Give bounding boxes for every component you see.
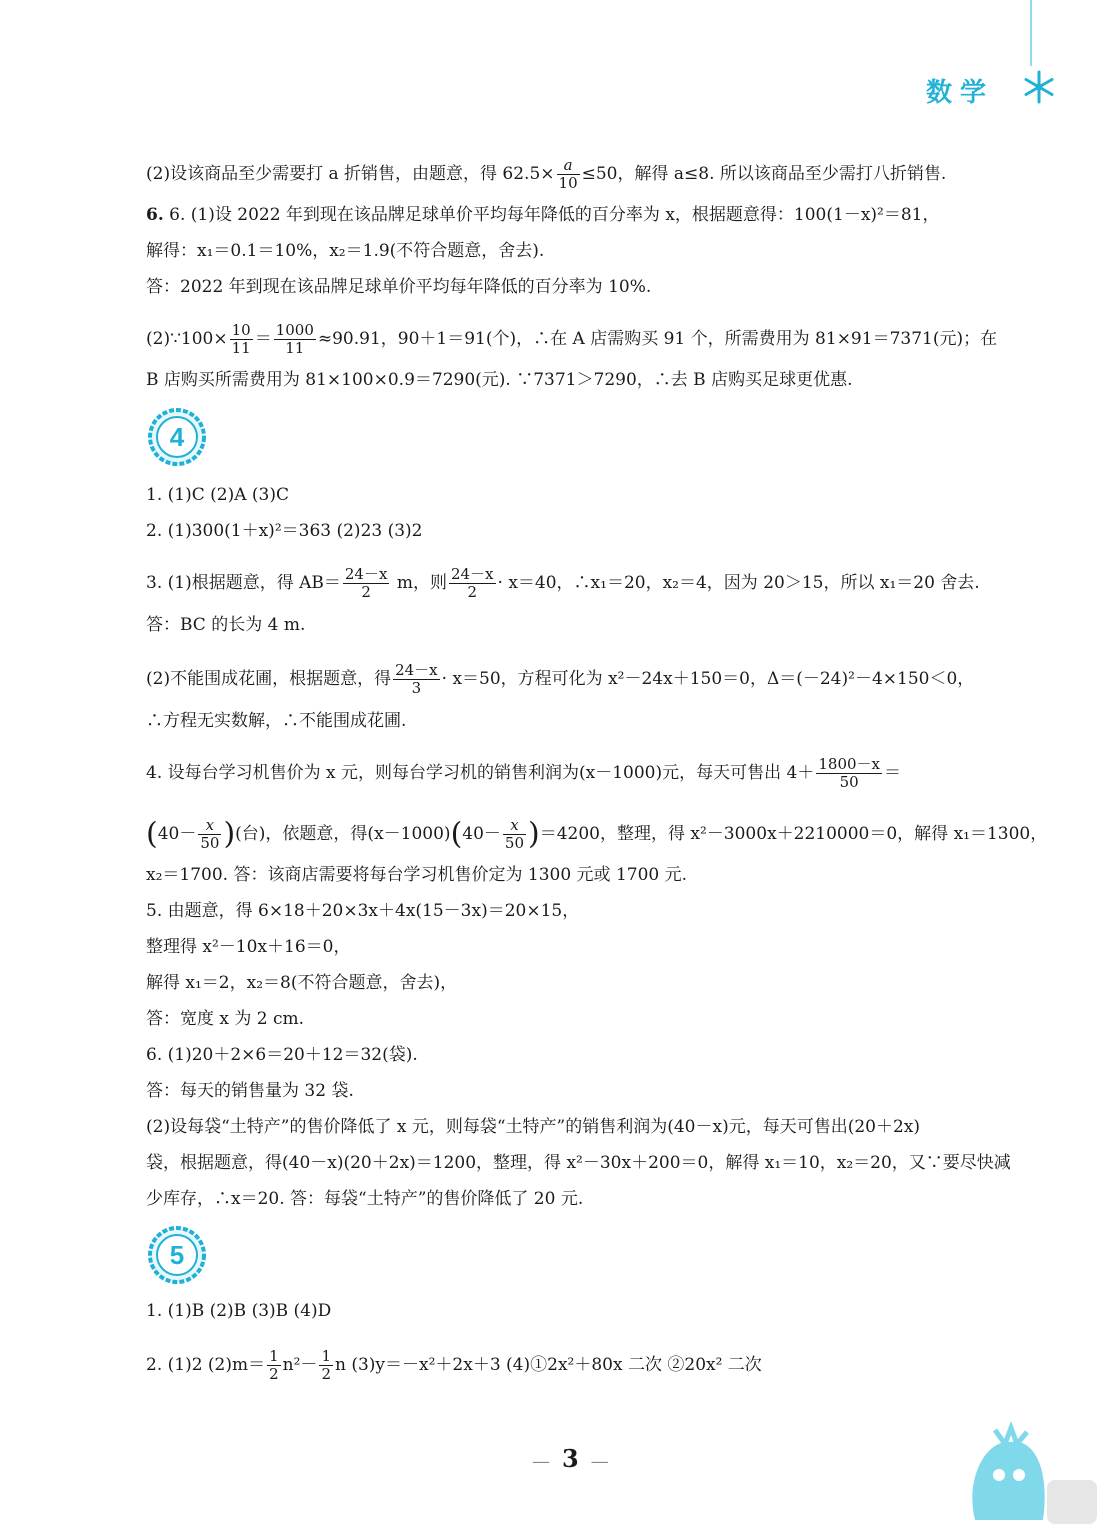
svg-text:4: 4 [169, 422, 185, 452]
answer-line: 答：宽度 x 为 2 cm. [146, 1009, 305, 1029]
section-badge [148, 1226, 206, 1284]
answer-line: 2. (1)2 (2)m＝ $\frac{1}{2}$ n²－ $\frac{1}{2}$ n (3)y＝－x²＋2x＋3 (4)①2x²＋80x 二次 ②20x² 二次 [146, 1347, 762, 1383]
fraction: $\frac{10}{11}$ [231, 321, 251, 357]
answer-line: (40－ $\frac{x}{50}$ )(台)，依题意，得(x－1000)(40－ $\frac{x}{50}$ )＝4200，整理，得 x²－3000x＋2210000＝0，解得 x₁＝1300， [146, 816, 1048, 852]
answer-line: 袋，根据题意，得(40－x)(20＋2x)＝1200，整理，得 x²－30x＋200＝0，解得 x₁＝10，x₂＝20，又∵要尽快减 [146, 1153, 1011, 1173]
corner-mascot-icon [955, 1420, 1105, 1530]
fraction: $\frac{x}{50}$ [200, 816, 220, 852]
answer-line: 2. (1)300(1＋x)²＝363 (2)23 (3)2 [146, 521, 423, 541]
answer-line: (2)设每袋“土特产”的售价降低了 x 元，则每袋“土特产”的销售利润为(40－x)元，每天可售出(20＋2x) [146, 1117, 921, 1137]
answer-line: (2)不能围成花圃，根据题意，得 $\frac{24-x}{3}$ · x＝50，方程可化为 x²－24x＋150＝0，Δ＝(－24)²－4×150＜0， [146, 661, 975, 697]
fraction: $\frac{1}{2}$ [321, 1347, 331, 1383]
fraction: $\frac{1000}{11}$ [275, 321, 314, 357]
fraction: $\frac{1800-x}{50}$ [818, 755, 880, 791]
answer-line: 6. (1)20＋2×6＝20＋12＝32(袋). [146, 1045, 418, 1065]
fraction: $\frac{24-x}{2}$ [450, 565, 494, 601]
section-badge [148, 408, 206, 466]
answer-line: 5. 由题意，得 6×18＋20×3x＋4x(15－3x)＝20×15， [146, 901, 580, 921]
answer-line: 1. (1)B (2)B (3)B (4)D [146, 1301, 332, 1321]
snowflake-icon [1022, 70, 1056, 109]
fraction: $\frac{1}{2}$ [269, 1347, 279, 1383]
answer-line: 4. 设每台学习机售价为 x 元，则每台学习机的销售利润为(x－1000)元，每天可售出 4＋ $\frac{1800-x}{50}$ ＝ [146, 755, 901, 791]
answer-line: B 店购买所需费用为 81×100×0.9＝7290(元). ∵7371＞7290，∴去 B 店购买足球更优惠. [146, 370, 853, 390]
answer-line: 3. (1)根据题意，得 AB＝ $\frac{24-x}{2}$ m，则 $\frac{24-x}{2}$ · x＝40，∴x₁＝20，x₂＝4，因为 20＞15，所以 x₁＝20 舍去. [146, 565, 980, 601]
answer-line: 少库存，∴x＝20. 答：每袋“土特产”的售价降低了 20 元. [146, 1189, 584, 1209]
answer-line: 1. (1)C (2)A (3)C [146, 485, 289, 505]
answer-line: x₂＝1700. 答：该商店需要将每台学习机售价定为 1300 元或 1700 元. [146, 865, 688, 885]
answer-line: (2)∵100× $\frac{10}{11}$ ＝ $\frac{1000}{11}$ ≈90.91，90＋1＝91(个)，∴在 A 店需购买 91 个，所需费用为 81×91＝7371(元)；在 [146, 321, 998, 357]
page-subject-title: 数学 [926, 78, 995, 108]
fraction: $\frac{a}{10}$ [558, 156, 578, 192]
header-rule [1030, 0, 1032, 66]
answer-line: 答：2022 年到现在该品牌足球单价平均每年降低的百分率为 10%. [146, 277, 652, 297]
answer-line: 6. 6. (1)设 2022 年到现在该品牌足球单价平均每年降低的百分率为 x，根据题意得：100(1－x)²＝81， [146, 205, 940, 225]
svg-text:5: 5 [169, 1240, 185, 1270]
answer-line: 答：BC 的长为 4 m. [146, 615, 306, 635]
answer-line: 解得 x₁＝2，x₂＝8(不符合题意，舍去)， [146, 973, 458, 993]
fraction: $\frac{24-x}{2}$ [344, 565, 388, 601]
answer-line: 答：每天的销售量为 32 袋. [146, 1081, 354, 1101]
page-number: — 3 — [532, 1444, 609, 1473]
answer-line: ∴方程无实数解，∴不能围成花圃. [146, 711, 407, 731]
answer-line: 整理得 x²－10x＋16＝0， [146, 937, 351, 957]
fraction: $\frac{24-x}{3}$ [395, 661, 438, 697]
answer-line: (2)设该商品至少需要打 a 折销售，由题意，得 62.5× $\frac{a}{10}$ ≤50，解得 a≤8. 所以该商品至少需打八折销售. [146, 156, 947, 192]
answer-line: 解得：x₁＝0.1＝10%，x₂＝1.9(不符合题意，舍去). [146, 241, 545, 261]
fraction: $\frac{x}{50}$ [504, 816, 525, 852]
